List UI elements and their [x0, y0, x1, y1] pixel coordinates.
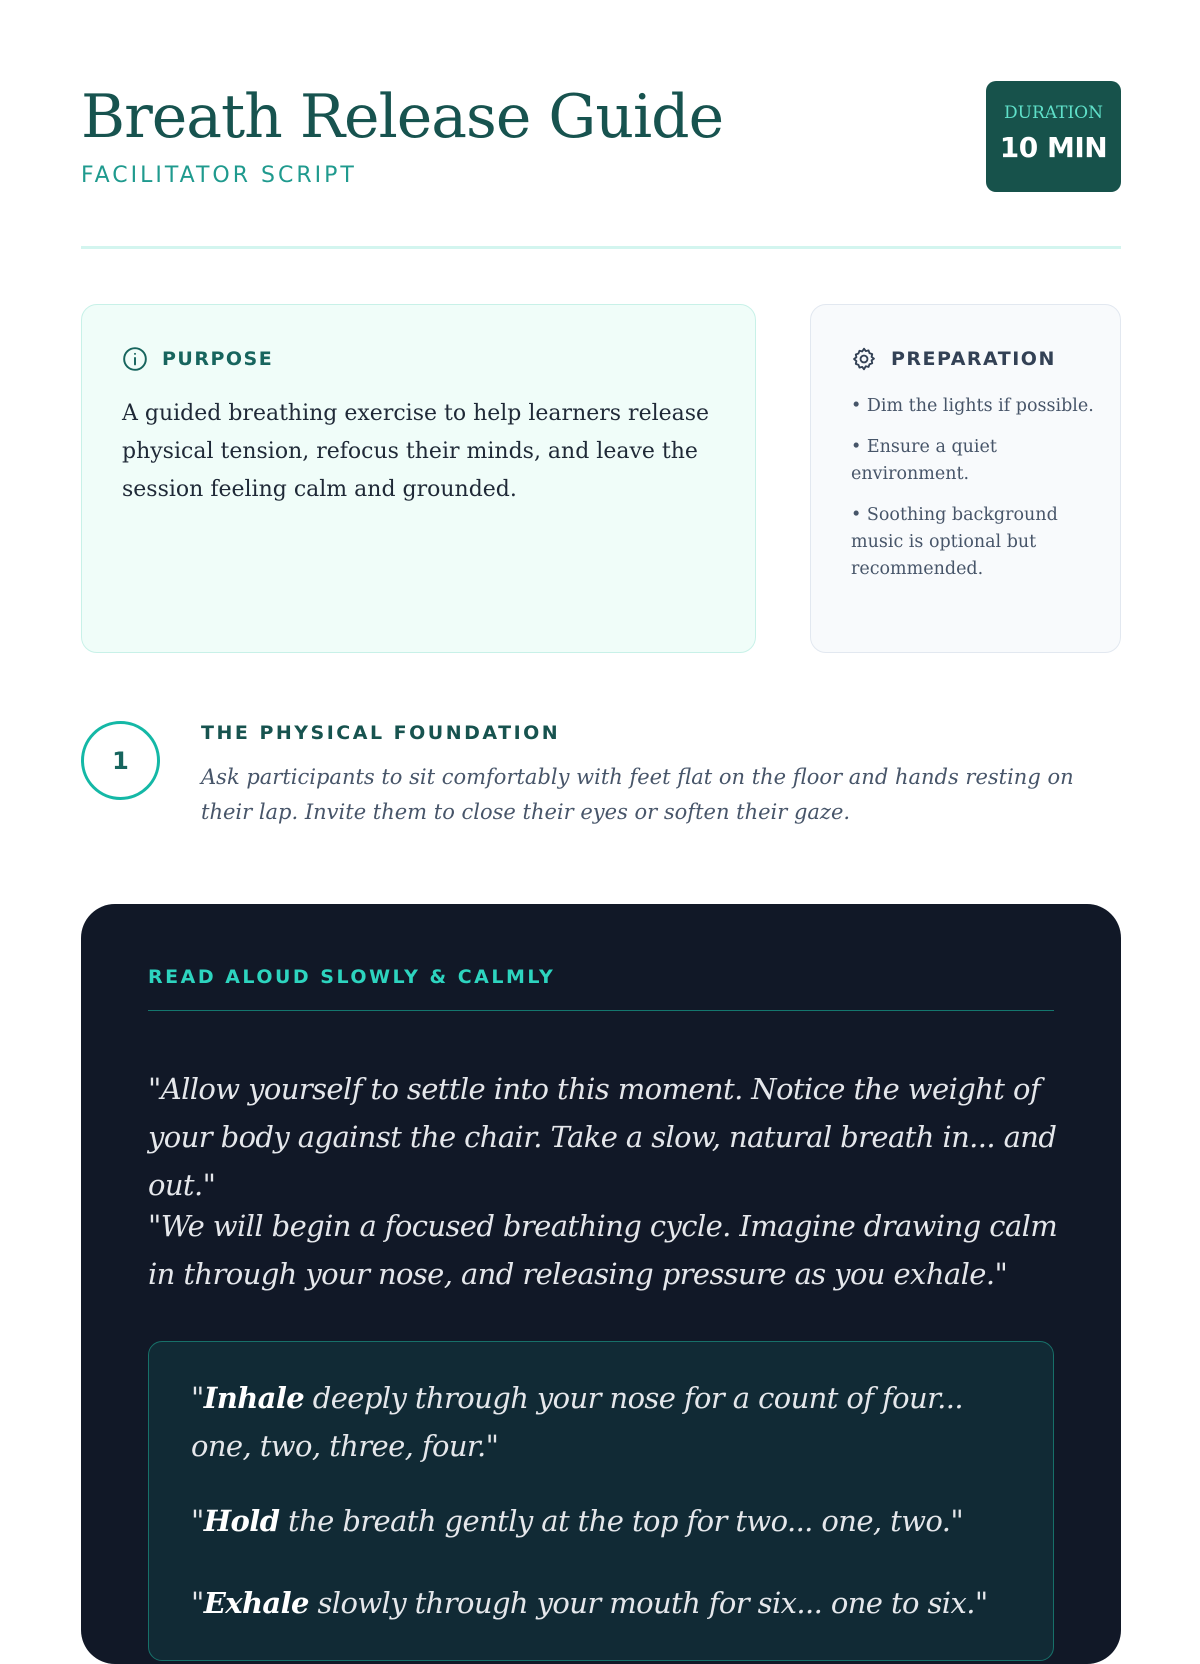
preparation-list	[851, 393, 1096, 597]
list-item: • Ensure a quiet environment.	[851, 437, 997, 484]
page-subtitle: FACILITATOR SCRIPT	[81, 163, 357, 188]
script-page	[81, 0, 1121, 1620]
duration-value: 10 MIN	[999, 131, 1108, 164]
list-item: • Dim the lights if possible.	[851, 396, 1094, 416]
preparation-card	[810, 304, 1121, 653]
script-quote: "Allow yourself to settle into this moment. Notice the weight of your body against the chair. Take a slow, natural breath in... and out."	[148, 1072, 1057, 1202]
purpose-text: A guided breathing exercise to help learners release physical tension, refocus their minds, and leave the session feeling calm and grounded.	[122, 401, 710, 502]
quote-open: "	[191, 1381, 204, 1415]
step-text: Ask participants to sit comfortably with feet flat on the floor and hands resting on their lap. Invite them to close their eyes or soften their gaze.	[201, 765, 1074, 824]
script-quote: "We will begin a focused breathing cycle. Imagine drawing calm in through your nose, and releasing pressure as you exhale."	[148, 1209, 1058, 1291]
script-divider	[148, 1010, 1054, 1011]
gear-icon	[851, 346, 877, 372]
purpose-card	[81, 304, 756, 653]
step-title: THE PHYSICAL FOUNDATION	[201, 722, 561, 744]
info-icon	[122, 346, 148, 372]
exhale-keyword: Exhale	[203, 1586, 309, 1620]
quote-open: "	[191, 1586, 204, 1620]
duration-label: DURATION	[1004, 103, 1103, 123]
inhale-text: deeply through your nose for a count of four... one, two, three, four."	[191, 1381, 964, 1463]
inhale-line	[191, 1374, 1021, 1470]
preparation-heading-label: PREPARATION	[891, 348, 1056, 370]
purpose-heading-label: PURPOSE	[162, 348, 274, 370]
hold-text: the breath gently at the top for two... one, two."	[279, 1504, 964, 1538]
breathing-cycle-box	[148, 1341, 1054, 1661]
purpose-heading	[122, 345, 273, 373]
page-title: Breath Release Guide	[81, 82, 724, 152]
script-label: READ ALOUD SLOWLY & CALMLY	[148, 966, 556, 988]
preparation-heading	[851, 345, 1056, 373]
inhale-keyword: Inhale	[203, 1381, 305, 1415]
exhale-text: slowly through your mouth for six... one to six."	[308, 1586, 988, 1620]
step-number: 1	[81, 721, 160, 800]
list-item: • Soothing background music is optional but recommended.	[851, 505, 1058, 579]
duration-badge	[986, 81, 1121, 192]
exhale-line	[191, 1579, 1021, 1627]
header-divider	[81, 246, 1121, 249]
hold-line	[191, 1497, 1021, 1545]
hold-keyword: Hold	[203, 1504, 280, 1538]
quote-open: "	[191, 1504, 204, 1538]
